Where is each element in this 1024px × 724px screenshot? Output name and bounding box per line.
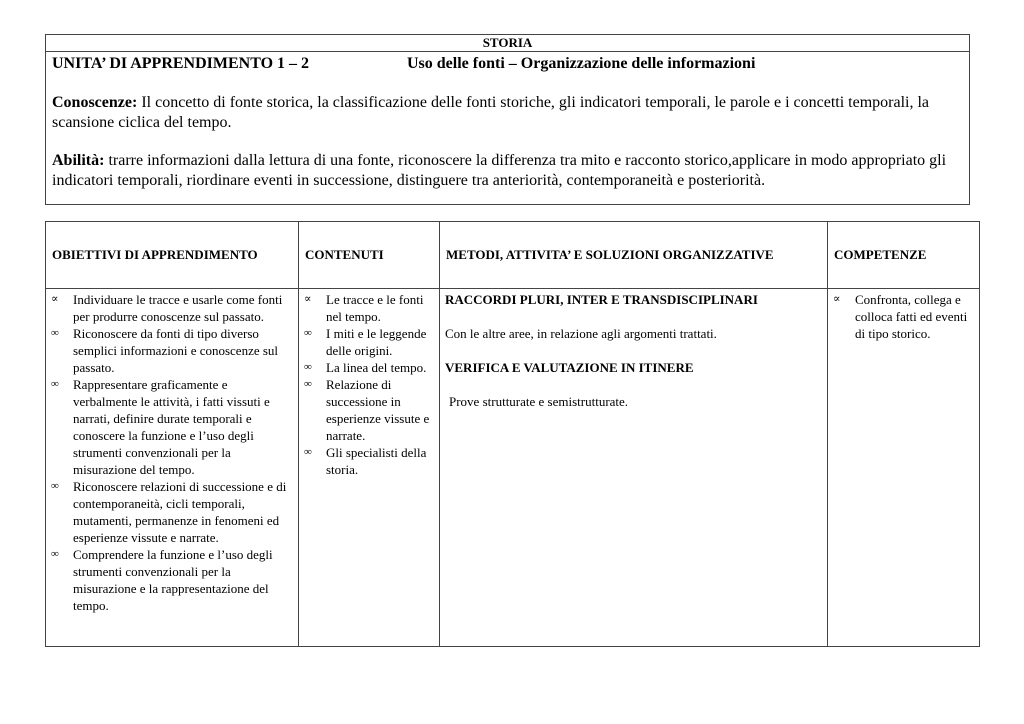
column-header-methods: METODI, ATTIVITA’ E SOLUZIONI ORGANIZZATIVE: [440, 222, 828, 289]
list-item: [304, 325, 434, 359]
bullet-marker-icon: ∞: [51, 548, 59, 560]
objectives-list: [51, 291, 293, 614]
content-text: I miti e le leggende delle origini.: [326, 326, 427, 358]
methods-cell: [440, 289, 828, 647]
list-item: [51, 291, 293, 325]
unit-subject: Uso delle fonti – Organizzazione delle informazioni: [407, 55, 756, 72]
bullet-marker-icon: ∝: [51, 293, 59, 305]
bullet-marker-icon: ∞: [304, 327, 312, 339]
objective-text: Individuare le tracce e usarle come fonti per produrre conoscenze sul passato.: [73, 292, 283, 324]
objective-text: Rappresentare graficamente e verbalmente le attività, i fatti vissuti e narrati, definire durate temporali e conoscere la funzione e l’uso degli strumenti convenzionali per la misurazione del tempo.: [73, 377, 270, 477]
list-item: [51, 546, 293, 614]
bullet-marker-icon: ∞: [304, 361, 312, 373]
contents-cell: [299, 289, 440, 647]
list-item: [51, 478, 293, 546]
abilities-paragraph: [52, 151, 957, 191]
list-item: [304, 291, 434, 325]
abilities-text: trarre informazioni dalla lettura di una fonte, riconoscere la differenza tra mito e racconto storico,applicare in modo appropriato gli indicatori temporali, riordinare eventi in successione, distinguere tra anteriorità, contemporaneità e posteriorità.: [52, 152, 947, 189]
methods-text-evaluation: Prove strutturate e semistrutturate.: [449, 394, 629, 409]
list-item: [51, 376, 293, 478]
list-item: [833, 291, 974, 342]
bullet-marker-icon: ∞: [304, 378, 312, 390]
abilities-label: Abilità:: [52, 152, 105, 169]
competences-cell: [828, 289, 980, 647]
column-header-contents: CONTENUTI: [299, 222, 440, 289]
content-text: La linea del tempo.: [326, 360, 427, 375]
knowledge-paragraph: [52, 93, 957, 133]
list-item: [51, 325, 293, 376]
bullet-marker-icon: ∝: [833, 293, 841, 305]
learning-plan-table: [45, 221, 980, 647]
bullet-marker-icon: ∞: [51, 378, 59, 390]
methods-text-links: Con le altre aree, in relazione agli argomenti trattati.: [445, 326, 717, 341]
methods-heading-links: RACCORDI PLURI, INTER E TRANSDISCIPLINARI: [445, 292, 758, 307]
unit-title: UNITA’ DI APPRENDIMENTO 1 – 2: [52, 55, 310, 72]
objectives-cell: [46, 289, 299, 647]
content-text: Gli specialisti della storia.: [326, 445, 427, 477]
methods-heading-evaluation: VERIFICA E VALUTAZIONE IN ITINERE: [445, 360, 694, 375]
list-item: [304, 444, 434, 478]
knowledge-text: Il concetto di fonte storica, la classificazione delle fonti storiche, gli indicatori temporali, le parole e i concetti temporali, la scansione ciclica del tempo.: [52, 94, 930, 131]
contents-list: [304, 291, 434, 478]
list-item: [304, 359, 434, 376]
list-item: [304, 376, 434, 444]
column-header-competences: COMPETENZE: [828, 222, 980, 289]
bullet-marker-icon: ∞: [51, 327, 59, 339]
subject-title: STORIA: [46, 35, 969, 52]
objective-text: Riconoscere relazioni di successione e di contemporaneità, cicli temporali, mutamenti, permanenze in fenomeni ed esperienze vissute e narrate.: [73, 479, 287, 545]
bullet-marker-icon: ∞: [304, 446, 312, 458]
objective-text: Comprendere la funzione e l’uso degli strumenti convenzionali per la misurazione e la rappresentazione del tempo.: [73, 547, 273, 613]
competences-list: [833, 291, 974, 342]
bullet-marker-icon: ∞: [51, 480, 59, 492]
objective-text: Riconoscere da fonti di tipo diverso semplici informazioni e conoscenze sul passato.: [73, 326, 279, 375]
knowledge-label: Conoscenze:: [52, 94, 138, 111]
bullet-marker-icon: ∝: [304, 293, 312, 305]
content-text: Relazione di successione in esperienze vissute e narrate.: [326, 377, 430, 443]
table-header-row: [46, 222, 980, 289]
competence-text: Confronta, collega e colloca fatti ed eventi di tipo storico.: [855, 292, 968, 341]
table-row: [46, 289, 980, 647]
column-header-objectives: OBIETTIVI DI APPRENDIMENTO: [46, 222, 299, 289]
content-text: Le tracce e le fonti nel tempo.: [326, 292, 424, 324]
unit-header-box: [45, 34, 970, 205]
